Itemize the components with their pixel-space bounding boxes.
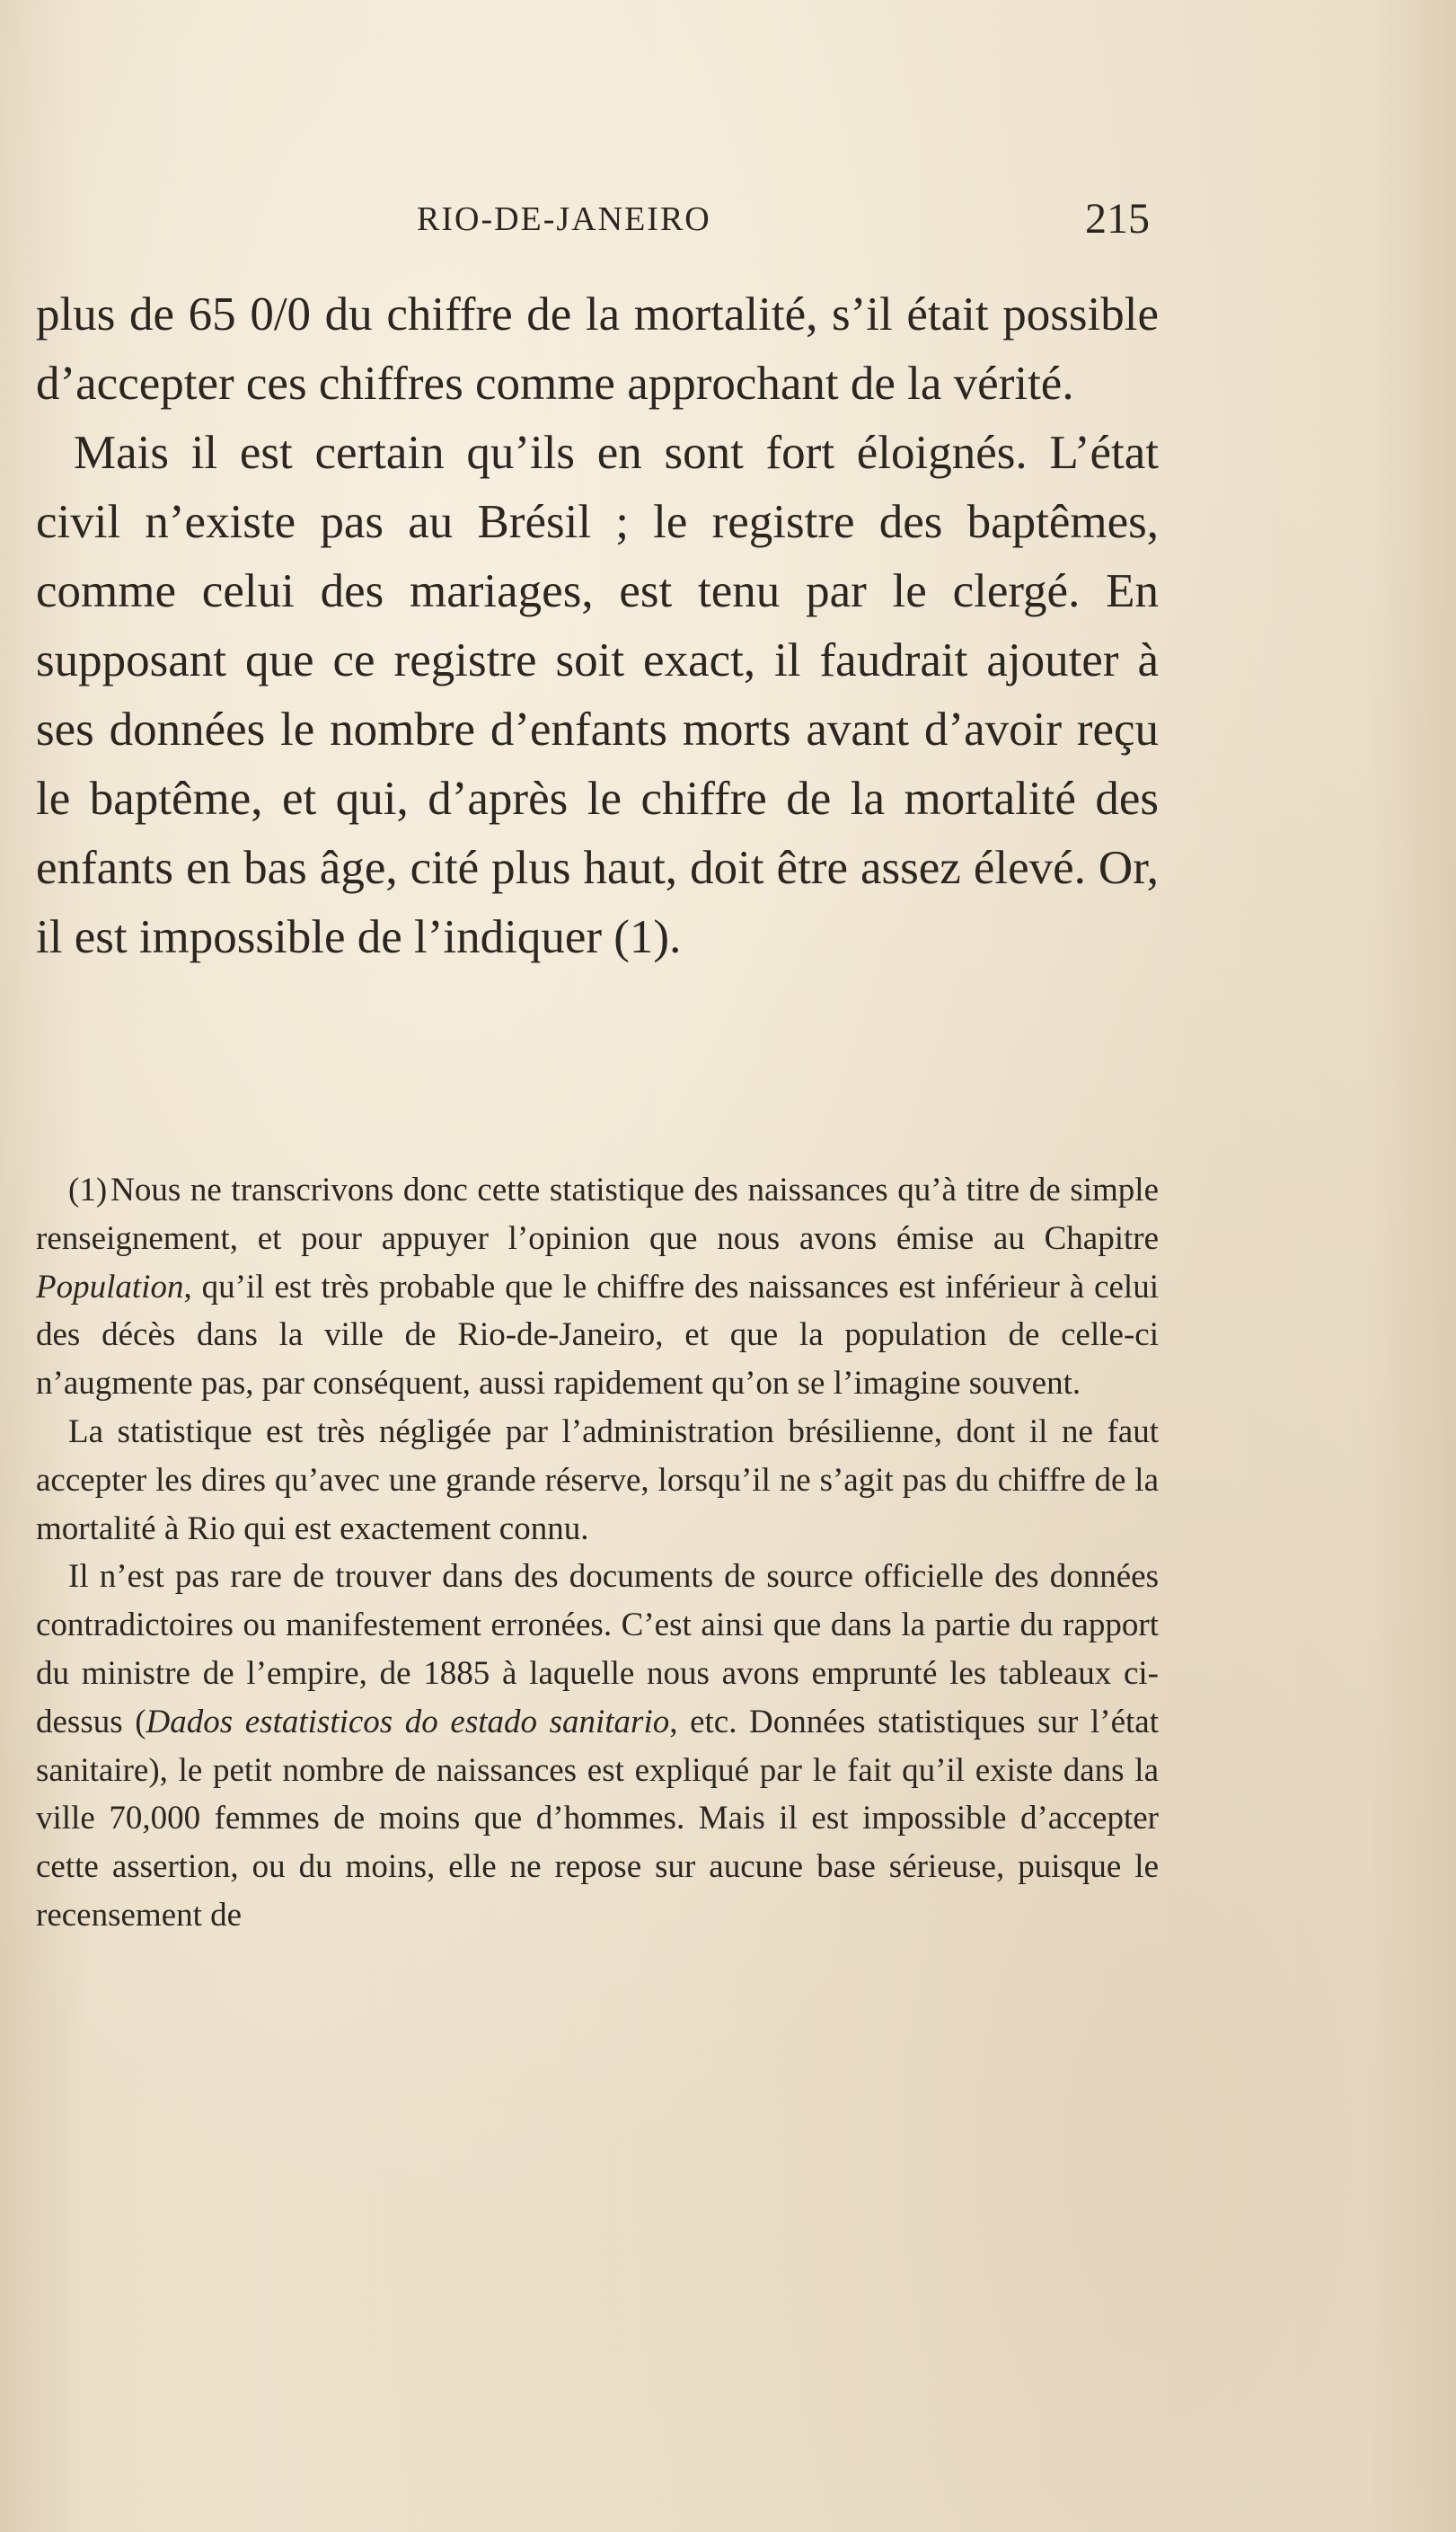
footnote-text-3b: , etc. Données statistiques sur l’état sanitaire), le petit nombre de naissances est expliqué par le fait qu’il existe dans la ville 70,000 femmes de moins que d’hommes. Mais il est impossible d’accepter cette assertion, ou du moins, elle ne repose sur aucune base sérieuse, puisque le recensement de (36, 1703, 1159, 1934)
footnote-paragraph-2: La statistique est très négligée par l’administration brésilienne, dont il ne faut accepter les dires qu’avec une grande réserve, lorsqu’il ne s’agit pas du chiffre de la mortalité à Rio qui est exactement connu. (36, 1412, 1159, 1547)
footnote-italic-population: Population (36, 1268, 184, 1306)
footnote-paragraph-3 (36, 1553, 1159, 1939)
page-number: 215 (1085, 195, 1150, 243)
footnote-italic-dados: Dados estatisticos do estado sanitario (146, 1703, 670, 1740)
running-head (0, 195, 1456, 253)
footnote-paragraph-1 (36, 1166, 1159, 1408)
footnote-text-1b: , qu’il est très probable que le chiffre des naissances est inférieur à celui des décès dans la ville de Rio-de-Janeiro, et que la population de celle-ci n’augmente pas, par conséquent, aussi rapidement qu’on se l’imagine souvent. (36, 1268, 1159, 1403)
footnote-marker: (1) (68, 1172, 108, 1208)
main-text (36, 280, 1159, 972)
paragraph-2: Mais il est certain qu’ils en sont fort éloignés. L’état civil n’existe pas au Brésil ; le registre des baptêmes, comme celui des mariages, est tenu par le clergé. En supposant que ce registre soit exact, il faudrait ajouter à ses données le nombre d’enfants morts avant d’avoir reçu le baptême, et qui, d’après le chiffre de la mortalité des enfants en bas âge, cité plus haut, doit être assez élevé. Or, il est impossible de l’indiquer (1). (36, 427, 1159, 963)
footnote-text-3a: Il n’est pas rare de trouver dans des documents de source officielle des données contradictoires ou manifestement erronées. C’est ainsi que dans la partie du rapport du ministre de l’empire, de 1885 à laquelle nous avons emprunté les tableaux ci-dessus ( (36, 1558, 1159, 1740)
footnote-text-1a: Nous ne transcrivons donc cette statistique des naissances qu’à titre de simple renseignement, et pour appuyer l’opinion que nous avons émise au Chapitre (36, 1172, 1159, 1257)
running-title: RIO-DE-JANEIRO (417, 200, 711, 238)
paragraph-1: plus de 65 0/0 du chiffre de la mortalité, s’il était possible d’accepter ces chiffres comme approchant de la vérité. (36, 288, 1159, 410)
footnote (36, 1166, 1159, 1940)
